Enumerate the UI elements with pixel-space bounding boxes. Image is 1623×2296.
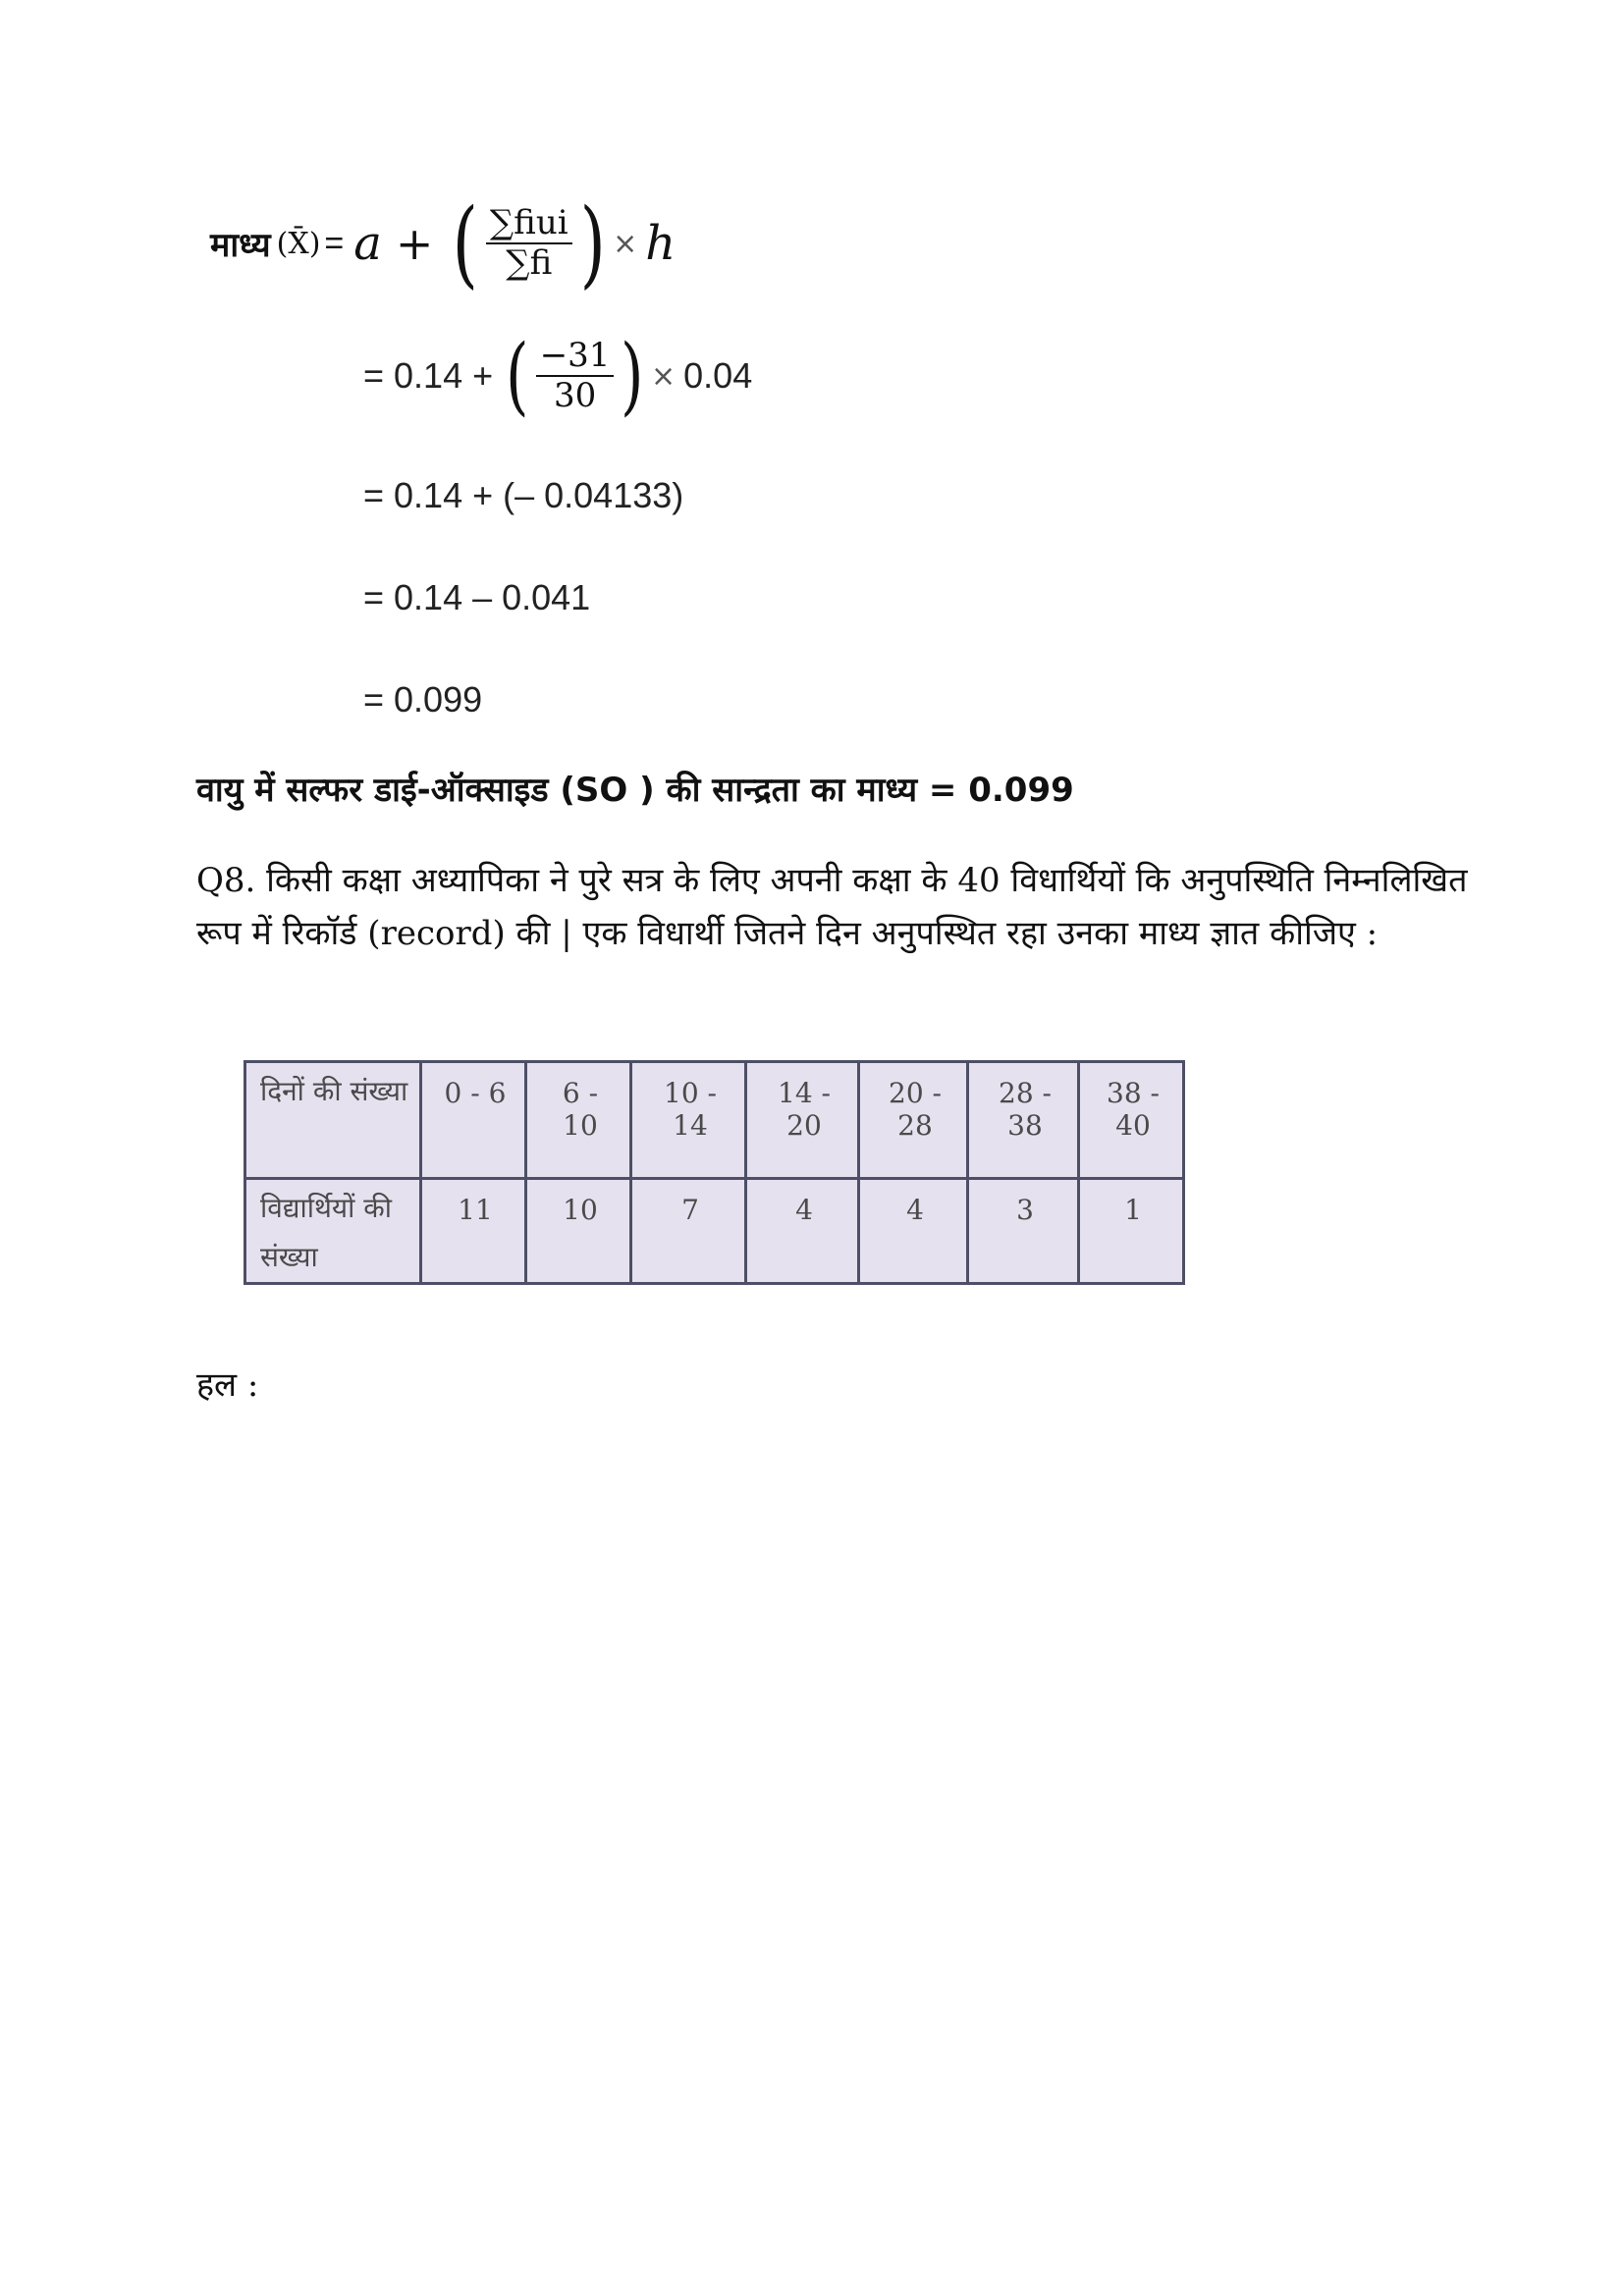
table-cell: 7 xyxy=(631,1179,746,1284)
table-cell: 10 - 14 xyxy=(631,1062,746,1179)
step-1-fraction xyxy=(536,337,615,415)
step-1-right-paren: ) xyxy=(621,327,644,425)
table-cell: 3 xyxy=(968,1179,1079,1284)
table-cell: 6 - 10 xyxy=(526,1062,631,1179)
table-cell: 20 - 28 xyxy=(859,1062,968,1179)
formula-times: × xyxy=(613,226,638,261)
question-q8: Q8. किसी कक्षा अध्यापिका ने पुरे सत्र के लिए अपनी कक्षा के 40 विधार्थियों कि अनुपस्थिति निम्नलिखित रूप में रिकॉर्ड (record) की | एक विधार्थी जितने दिन अनुपस्थित रहा उनका माध्य ज्ञात कीजिए : xyxy=(196,861,1468,953)
formula-plus: + xyxy=(395,217,434,270)
fraction-denominator: ∑fi xyxy=(506,243,553,283)
table-cell: 11 xyxy=(421,1179,526,1284)
step-1-left-paren: ( xyxy=(506,327,529,425)
table-row xyxy=(245,1179,1184,1284)
row-header-days: दिनों की संख्या xyxy=(245,1062,421,1179)
row-header-students: विद्यार्थियों की संख्या xyxy=(245,1179,421,1284)
formula-label: माध्य xyxy=(210,226,271,265)
formula-xbar: (X̄) xyxy=(276,226,321,261)
table-cell: 28 - 38 xyxy=(968,1062,1079,1179)
step-4: = 0.099 xyxy=(363,679,483,720)
right-paren: ) xyxy=(579,188,606,298)
formula-a: a xyxy=(353,216,382,271)
step-3: = 0.14 – 0.041 xyxy=(363,577,591,617)
table-cell: 10 xyxy=(526,1179,631,1284)
absence-table xyxy=(243,1060,1185,1285)
step-1 xyxy=(363,327,753,425)
table-row xyxy=(245,1062,1184,1179)
conclusion-line: वायु में सल्फर डाई-ऑक्साइड (SO ) की सान्द्रता का माध्य = 0.099 xyxy=(196,771,1074,810)
table-cell: 4 xyxy=(859,1179,968,1284)
formula-h: h xyxy=(645,216,676,271)
step-1-denominator: 30 xyxy=(553,376,597,415)
step-1-suffix: 0.04 xyxy=(683,355,753,396)
mean-formula xyxy=(210,188,676,298)
step-1-prefix: = 0.14 + xyxy=(363,355,494,396)
solution-label: हल : xyxy=(196,1365,259,1405)
table-cell: 14 - 20 xyxy=(746,1062,859,1179)
table-cell: 38 - 40 xyxy=(1079,1062,1184,1179)
fraction-numerator: ∑fiui xyxy=(489,202,568,242)
formula-equals: = xyxy=(324,224,345,262)
formula-fraction xyxy=(486,204,572,283)
table-cell: 1 xyxy=(1079,1179,1184,1284)
table-cell: 0 - 6 xyxy=(421,1062,526,1179)
table-cell: 4 xyxy=(746,1179,859,1284)
step-1-numerator: −31 xyxy=(539,335,611,375)
step-1-times: × xyxy=(651,358,676,394)
step-2: = 0.14 + (– 0.04133) xyxy=(363,475,684,515)
left-paren: ( xyxy=(453,188,479,298)
